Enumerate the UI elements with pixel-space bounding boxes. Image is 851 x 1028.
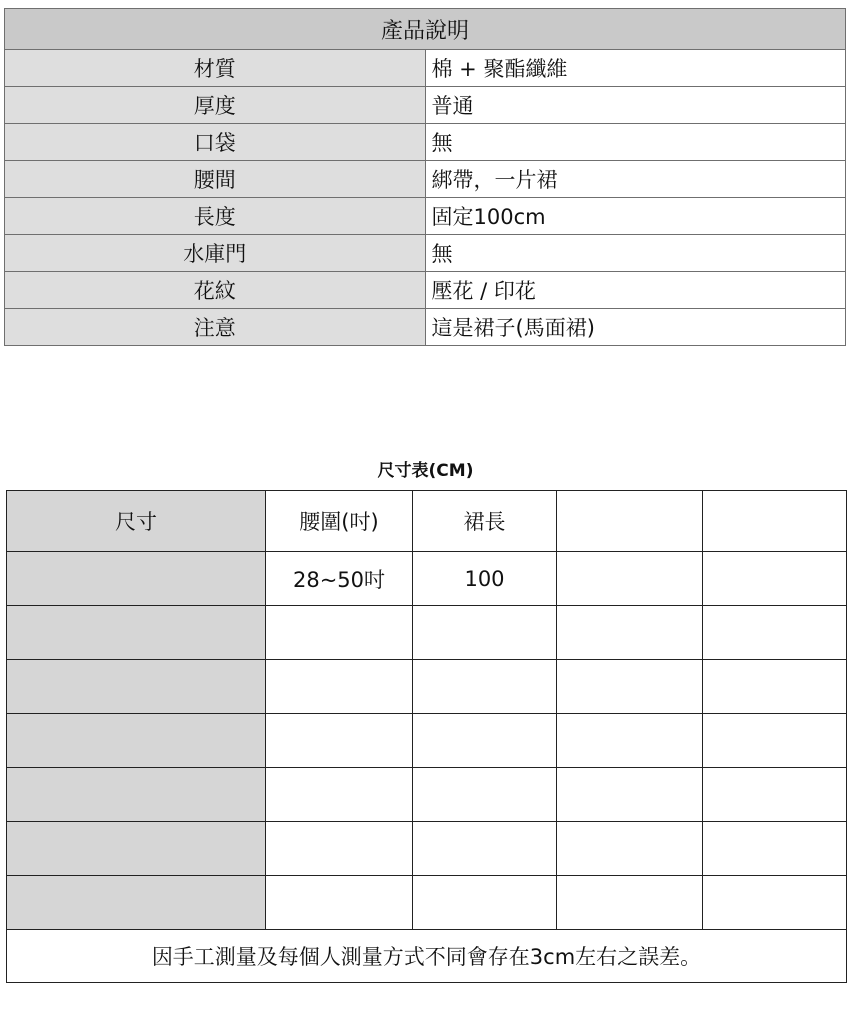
size-cell — [413, 822, 557, 876]
size-header-cell — [703, 491, 847, 552]
size-cell — [703, 714, 847, 768]
info-row-pocket — [5, 124, 846, 161]
size-cell — [557, 606, 703, 660]
size-header-cell: 裙長 — [413, 491, 557, 552]
size-cell — [703, 876, 847, 930]
size-cell — [703, 606, 847, 660]
size-cell — [413, 606, 557, 660]
info-label: 口袋 — [5, 124, 426, 161]
size-cell — [413, 660, 557, 714]
size-row — [7, 552, 847, 606]
size-cell — [557, 822, 703, 876]
info-label: 花紋 — [5, 272, 426, 309]
size-cell — [703, 768, 847, 822]
size-row — [7, 876, 847, 930]
info-value: 無 — [425, 124, 846, 161]
size-cell — [266, 768, 413, 822]
size-cell — [557, 768, 703, 822]
size-cell — [266, 660, 413, 714]
size-chart-table — [6, 490, 847, 983]
size-label-cell — [7, 660, 266, 714]
size-cell — [413, 714, 557, 768]
size-row — [7, 714, 847, 768]
info-label: 水庫門 — [5, 235, 426, 272]
info-label: 腰間 — [5, 161, 426, 198]
size-row — [7, 822, 847, 876]
size-cell — [266, 606, 413, 660]
size-header-cell — [557, 491, 703, 552]
info-row-zipper — [5, 235, 846, 272]
info-value: 固定100cm — [425, 198, 846, 235]
info-label: 厚度 — [5, 87, 426, 124]
info-value: 綁帶，一片裙 — [425, 161, 846, 198]
info-value: 壓花 / 印花 — [425, 272, 846, 309]
size-header-cell: 腰圍(吋) — [266, 491, 413, 552]
size-cell — [703, 660, 847, 714]
size-header-cell: 尺寸 — [7, 491, 266, 552]
info-label: 材質 — [5, 50, 426, 87]
size-label-cell — [7, 552, 266, 606]
info-row-note — [5, 309, 846, 346]
info-value: 無 — [425, 235, 846, 272]
size-label-cell — [7, 876, 266, 930]
size-row — [7, 768, 847, 822]
size-cell: 100 — [413, 552, 557, 606]
size-cell — [413, 768, 557, 822]
info-value: 普通 — [425, 87, 846, 124]
size-cell — [557, 876, 703, 930]
size-label-cell — [7, 822, 266, 876]
info-row-pattern — [5, 272, 846, 309]
size-cell: 28~50吋 — [266, 552, 413, 606]
size-cell — [703, 552, 847, 606]
info-row-thickness — [5, 87, 846, 124]
info-label: 長度 — [5, 198, 426, 235]
size-cell — [266, 714, 413, 768]
size-label-cell — [7, 768, 266, 822]
size-cell — [557, 660, 703, 714]
product-info-table — [4, 8, 846, 346]
size-cell — [413, 876, 557, 930]
size-label-cell — [7, 714, 266, 768]
info-value: 這是裙子(馬面裙) — [425, 309, 846, 346]
info-row-waist — [5, 161, 846, 198]
product-info-title: 產品說明 — [5, 9, 846, 50]
size-cell — [557, 714, 703, 768]
info-label: 注意 — [5, 309, 426, 346]
size-label-cell — [7, 606, 266, 660]
size-row — [7, 606, 847, 660]
size-footnote: 因手工測量及每個人測量方式不同會存在3cm左右之誤差。 — [7, 930, 847, 983]
size-row — [7, 660, 847, 714]
size-chart-caption: 尺寸表(CM) — [377, 461, 474, 481]
size-cell — [557, 552, 703, 606]
size-cell — [266, 822, 413, 876]
info-value: 棉 + 聚酯纖維 — [425, 50, 846, 87]
size-footnote-row — [7, 930, 847, 983]
size-header-row — [7, 491, 847, 552]
info-row-material — [5, 50, 846, 87]
size-cell — [703, 822, 847, 876]
info-row-length — [5, 198, 846, 235]
size-cell — [266, 876, 413, 930]
